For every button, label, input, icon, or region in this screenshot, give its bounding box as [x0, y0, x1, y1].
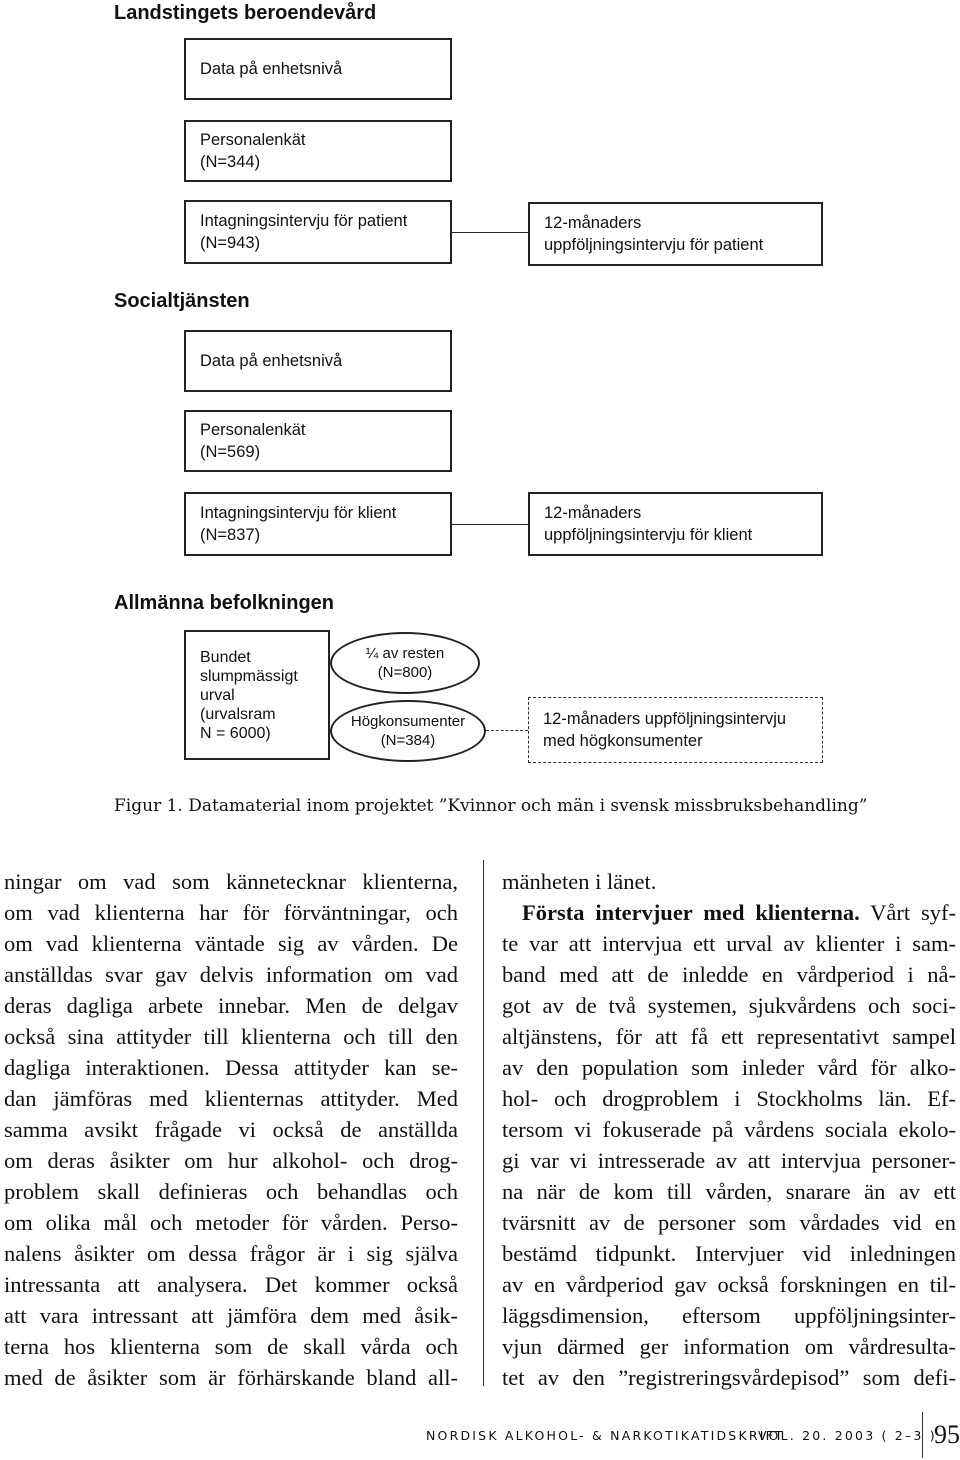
- box-personalenkat-2: [184, 410, 452, 472]
- text-line: tersom vi fokuserade på vårdens sociala ekolo-: [502, 1117, 956, 1142]
- box-uppfoljning-patient: [528, 202, 823, 266]
- connector-line-dotted: [486, 730, 528, 731]
- text-line: te var att intervjua ett urval av klienter i sam-: [502, 931, 956, 956]
- text-line: anställdas svar gav delvis information om vad: [4, 962, 458, 987]
- box-label: urval: [200, 686, 235, 704]
- text-line: också sina attityder till klienterna och till den: [4, 1024, 458, 1049]
- box-label: N = 6000): [200, 724, 271, 742]
- ellipse-label: Högkonsumenter: [350, 713, 466, 730]
- box-label: 12-månaders: [544, 504, 642, 522]
- connector-line: [452, 524, 528, 525]
- left-text-column: [4, 866, 458, 1393]
- box-label: uppföljningsintervju för patient: [544, 236, 764, 254]
- box-label: (urvalsram: [200, 705, 276, 723]
- text-line: bestämd tidpunkt. Intervjuer vid inledningen: [502, 1241, 956, 1266]
- footer-divider: [922, 1412, 923, 1458]
- text-line: altjänstens, för att få ett representativt sampel: [502, 1024, 956, 1049]
- right-text-column: [502, 866, 956, 1393]
- text-line: ningar om vad som kännetecknar klienterna,: [4, 869, 458, 894]
- box-label: slumpmässigt: [200, 667, 298, 685]
- box-label: med högkonsumenter: [543, 732, 703, 750]
- text-line: band med att de inledde en vårdperiod i nå-: [502, 962, 956, 987]
- paragraph-heading: Första intervjuer med klienterna.: [522, 900, 860, 925]
- text-line: hol- och drogproblem i Stockholms län. Ef-: [502, 1086, 956, 1111]
- box-label: 12-månaders: [544, 214, 642, 232]
- box-personalenkat-1: [184, 120, 452, 182]
- text-line: dagliga interaktionen. Dessa attityder kan se-: [4, 1055, 458, 1080]
- right-lines: [502, 928, 956, 1393]
- text-line: av en vårdperiod gav också forskningen en til-: [502, 1272, 956, 1297]
- box-label: (N=943): [200, 234, 261, 252]
- text-line: got av de två systemen, sjukvårdens och soci-: [502, 993, 956, 1018]
- box-label: Intagningsintervju för patient: [200, 212, 408, 230]
- box-label: (N=569): [200, 443, 261, 461]
- text-line: intressanta att analysera. Det kommer också: [4, 1272, 458, 1297]
- footer-volume: VOL. 20. 2003 ( 2–3 ): [758, 1428, 937, 1443]
- text-line: om deras åsikter om hur alkohol- och drog-: [4, 1148, 458, 1173]
- box-bundet-urval: [184, 630, 330, 760]
- box-data-enhetsniva-1: [184, 38, 452, 100]
- text-line: gi var vi intresserade av att intervjua personer-: [502, 1148, 956, 1173]
- connector-line: [452, 232, 528, 233]
- section-title-landsting: Landstingets beroendevård: [114, 2, 377, 24]
- ellipse-label: (N=384): [380, 732, 436, 749]
- text-line: [502, 897, 956, 928]
- ellipse-hogkonsumenter: [330, 700, 486, 762]
- ellipse-fjardedel: [330, 632, 480, 694]
- box-label: Personalenkät: [200, 421, 306, 439]
- text-line: dan jämföras med klienternas attityder. Med: [4, 1086, 458, 1111]
- text-line: terna hos klienterna som de skall vårda och: [4, 1334, 458, 1359]
- text-line: att vara intressant att jämföra dem med åsik-: [4, 1303, 458, 1328]
- footer-journal: NORDISK ALKOHOL- & NARKOTIKATIDSKRIFT: [426, 1428, 785, 1443]
- box-intagning-klient: [184, 492, 452, 556]
- text-line: av den population som inleder vård för alko-: [502, 1055, 956, 1080]
- text-line: problem skall definieras och behandlas och: [4, 1179, 458, 1204]
- text-line: tet av den ”registreringsvårdepisod” som defi-: [502, 1365, 956, 1390]
- ellipse-label: (N=800): [377, 664, 433, 681]
- box-label: 12-månaders uppföljningsintervju: [543, 710, 787, 728]
- box-data-enhetsniva-2: [184, 330, 452, 392]
- text-line: tvärsnitt av de personer som vårdades vid en: [502, 1210, 956, 1235]
- column-divider: [483, 860, 484, 1386]
- text-line: vjun därmed ger information om vårdresulta-: [502, 1334, 956, 1359]
- text-line: läggsdimension, eftersom uppföljningsinter-: [502, 1303, 956, 1328]
- figure-caption: Figur 1. Datamaterial inom projektet ”Kvinnor och män i svensk missbruksbehandling”: [114, 796, 868, 816]
- text-line: nalens åsikter om dessa frågor är i sig själva: [4, 1241, 458, 1266]
- page-number: 95: [934, 1420, 960, 1449]
- box-label: Bundet: [200, 648, 251, 666]
- box-uppfoljning-klient: [528, 492, 823, 556]
- section-title-allm: Allmänna befolkningen: [114, 592, 335, 614]
- box-uppfoljning-hogkonsumenter: [528, 697, 823, 763]
- box-label: Data på enhetsnivå: [200, 60, 343, 78]
- text-fragment: Vårt syf-: [870, 900, 956, 925]
- text-line: om vad klienterna väntade sig av vården. De: [4, 931, 458, 956]
- box-label: Data på enhetsnivå: [200, 352, 343, 370]
- text-line: mänheten i länet.: [502, 869, 657, 894]
- box-label: (N=344): [200, 153, 261, 171]
- text-line: deras dagliga arbete innebar. Men de delgav: [4, 993, 458, 1018]
- box-intagning-patient: [184, 200, 452, 264]
- ellipse-label: ¼ av resten: [365, 645, 445, 662]
- text-line: na när de kom till vården, snarare än av ett: [502, 1179, 956, 1204]
- text-line: samma avsikt frågade vi också de anställda: [4, 1117, 458, 1142]
- text-line: om vad klienterna har för förväntningar, och: [4, 900, 458, 925]
- text-line: om olika mål och metoder för vården. Perso-: [4, 1210, 458, 1235]
- box-label: (N=837): [200, 526, 261, 544]
- box-label: Personalenkät: [200, 131, 306, 149]
- box-label: uppföljningsintervju för klient: [544, 526, 753, 544]
- text-line: med de åsikter som är förhärskande bland all-: [4, 1365, 458, 1390]
- box-label: Intagningsintervju för klient: [200, 504, 397, 522]
- section-title-social: Socialtjänsten: [114, 290, 250, 312]
